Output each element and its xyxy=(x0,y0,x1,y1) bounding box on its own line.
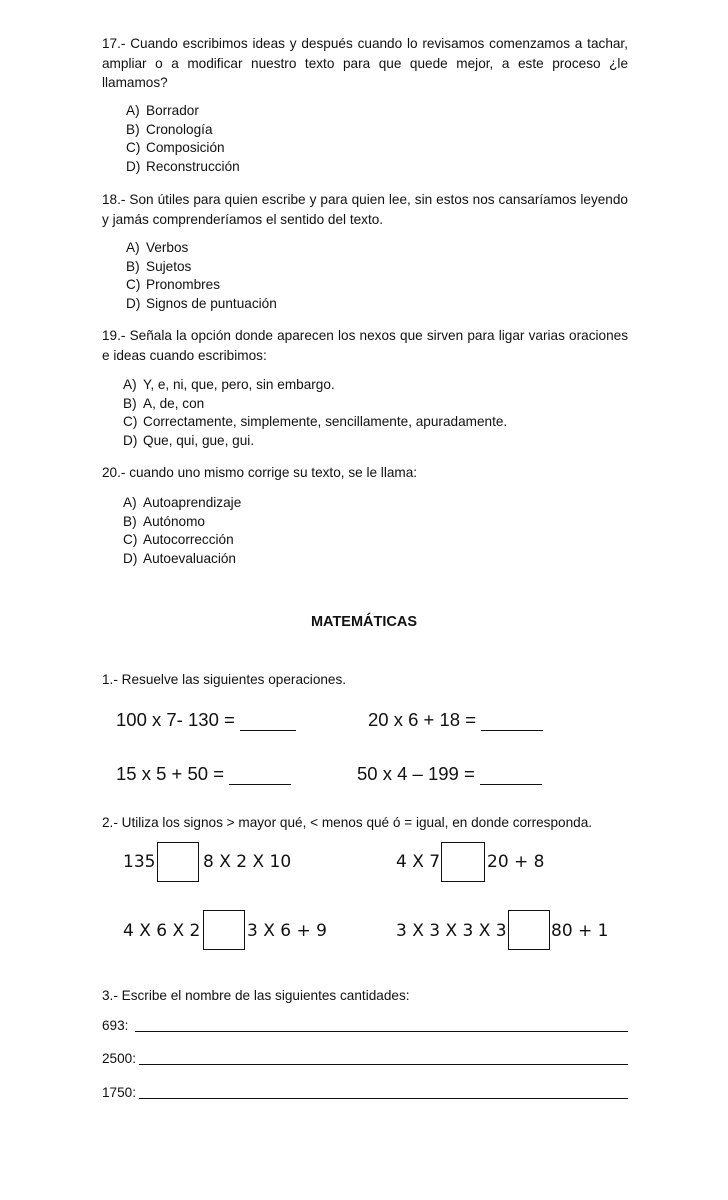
option-text: Sujetos xyxy=(146,258,192,274)
answer-line[interactable] xyxy=(135,1031,628,1032)
compare-answer-box-4[interactable] xyxy=(508,910,550,950)
option-text: Cronología xyxy=(146,121,213,137)
answer-line[interactable] xyxy=(139,1098,628,1099)
option-letter: B) xyxy=(126,121,140,137)
answer-line[interactable] xyxy=(139,1064,628,1065)
option-17-a[interactable] xyxy=(126,102,199,121)
operation-1 xyxy=(116,709,296,731)
operation-text: 100 x 7- 130 = xyxy=(116,709,235,730)
compare-right-1: 8 X 2 X 10 xyxy=(203,852,292,872)
operation-2 xyxy=(368,709,543,731)
math-problem-3-text: 3.- Escribe el nombre de las siguientes cantidades: xyxy=(102,988,410,1003)
answer-blank[interactable] xyxy=(480,766,542,785)
option-text: Autocorrección xyxy=(143,532,234,547)
option-letter: D) xyxy=(123,432,138,448)
quantity-line-1 xyxy=(102,1016,628,1036)
operation-4 xyxy=(357,763,542,785)
option-letter: B) xyxy=(123,513,137,529)
option-letter: B) xyxy=(126,258,140,274)
question-17-text: 17.- Cuando escribimos ideas y después cuando lo revisamos comenzamos a tachar, ampliar o a modificar nuestro texto para que quede mejor, a este proceso ¿le llamamos? xyxy=(102,36,628,90)
compare-right-4: 80 + 1 xyxy=(551,921,609,941)
option-letter: A) xyxy=(126,240,140,255)
compare-left-1: 135 xyxy=(123,852,156,872)
option-letter: B) xyxy=(123,395,137,411)
answer-blank[interactable] xyxy=(229,766,291,785)
math-problem-2-text: 2.- Utiliza los signos > mayor qué, < menos qué ó = igual, en donde corresponda. xyxy=(102,815,593,830)
option-letter: D) xyxy=(126,295,141,311)
option-19-a[interactable] xyxy=(123,376,335,395)
option-text: Reconstrucción xyxy=(146,158,240,174)
option-17-b[interactable] xyxy=(126,121,213,140)
question-19-text: 19.- Señala la opción donde aparecen los nexos que sirven para ligar varias oraciones e ideas cuando escribimos: xyxy=(102,328,628,363)
compare-answer-box-1[interactable] xyxy=(157,842,199,882)
option-letter: C) xyxy=(126,140,141,155)
operation-text: 20 x 6 + 18 = xyxy=(368,709,477,730)
quantity-line-2 xyxy=(102,1049,628,1069)
option-18-a[interactable] xyxy=(126,239,188,258)
option-18-d[interactable] xyxy=(126,295,277,314)
quantity-label: 2500: xyxy=(102,1051,137,1066)
operation-text: 50 x 4 – 199 = xyxy=(357,763,475,784)
option-text: Borrador xyxy=(146,103,199,118)
option-letter: C) xyxy=(123,414,138,429)
quantity-label: 1750: xyxy=(102,1085,137,1100)
question-18-text: 18.- Son útiles para quien escribe y para quien lee, sin estos nos cansaríamos leyendo y jamás comprenderíamos el sentido del texto. xyxy=(102,192,628,227)
option-18-b[interactable] xyxy=(126,258,191,277)
option-19-d[interactable] xyxy=(123,432,254,451)
option-19-c[interactable] xyxy=(123,413,507,432)
option-20-c[interactable] xyxy=(123,531,234,550)
option-letter: C) xyxy=(123,532,138,547)
compare-left-4: 3 X 3 X 3 X 3 xyxy=(396,921,507,941)
option-letter: D) xyxy=(126,158,141,174)
quantity-label: 693: xyxy=(102,1018,129,1033)
option-text: Pronombres xyxy=(146,277,221,292)
answer-blank[interactable] xyxy=(481,712,543,731)
option-letter: A) xyxy=(126,103,140,118)
option-text: Que, qui, gue, gui. xyxy=(143,432,255,448)
section-title: MATEMÁTICAS xyxy=(310,614,418,630)
compare-answer-box-2[interactable] xyxy=(441,842,485,882)
question-20-text: 20.- cuando uno mismo corrige su texto, se le llama: xyxy=(102,465,418,480)
option-text: Autónomo xyxy=(143,513,205,529)
compare-right-2: 20 + 8 xyxy=(487,852,545,872)
operation-3 xyxy=(116,763,291,785)
option-text: Correctamente, simplemente, sencillamente, apuradamente. xyxy=(143,414,508,429)
option-letter: D) xyxy=(123,550,138,566)
option-20-a[interactable] xyxy=(123,494,241,513)
option-text: Autoevaluación xyxy=(143,550,236,566)
option-text: Autoaprendizaje xyxy=(143,495,242,510)
option-19-b[interactable] xyxy=(123,395,204,414)
option-18-c[interactable] xyxy=(126,276,220,295)
option-letter: A) xyxy=(123,377,137,392)
compare-left-2: 4 X 7 xyxy=(396,852,441,872)
compare-answer-box-3[interactable] xyxy=(203,910,245,950)
option-text: Composición xyxy=(146,140,225,155)
operation-text: 15 x 5 + 50 = xyxy=(116,763,225,784)
option-text: Verbos xyxy=(146,240,189,255)
answer-blank[interactable] xyxy=(240,712,296,731)
option-20-d[interactable] xyxy=(123,550,236,569)
option-text: Y, e, ni, que, pero, sin embargo. xyxy=(143,377,335,392)
option-letter: A) xyxy=(123,495,137,510)
option-17-c[interactable] xyxy=(126,139,225,158)
quantity-line-3 xyxy=(102,1083,628,1103)
option-letter: C) xyxy=(126,277,141,292)
option-17-d[interactable] xyxy=(126,158,240,177)
compare-left-3: 4 X 6 X 2 xyxy=(123,921,201,941)
option-text: A, de, con xyxy=(143,395,205,411)
option-20-b[interactable] xyxy=(123,513,205,532)
math-problem-1-text: 1.- Resuelve las siguientes operaciones. xyxy=(102,672,347,687)
option-text: Signos de puntuación xyxy=(146,295,277,311)
compare-right-3: 3 X 6 + 9 xyxy=(247,921,327,941)
